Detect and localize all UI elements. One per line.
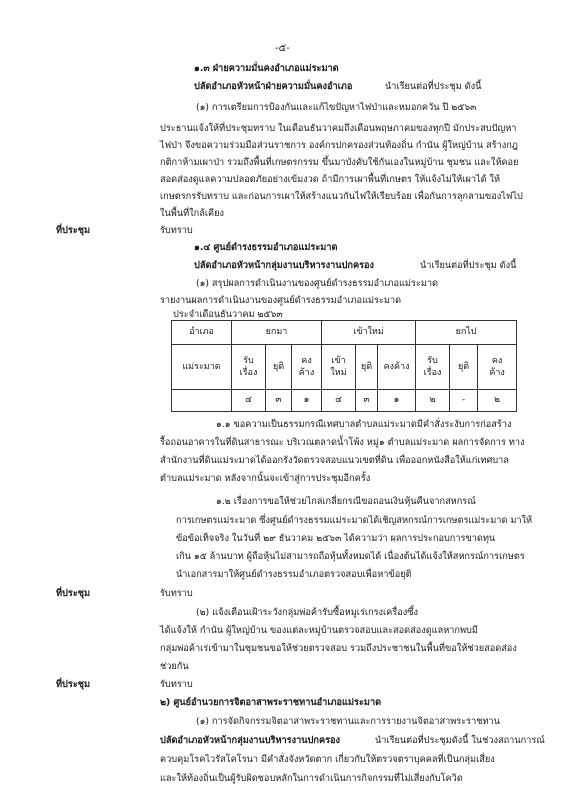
sub-new-pending: คงค้าง	[378, 345, 416, 390]
text-line-s13-heading: ๑.๓ ฝ่ายความมั่นคงอำเภอแม่ระมาด	[194, 63, 339, 74]
col-header-district: อำเภอ	[172, 321, 232, 345]
text-line-s14-presenter-tail: นำเรียนต่อที่ประชุม ดังนี้	[420, 260, 517, 271]
text-line-s2-presenter-tail: นำเรียนต่อที่ประชุมดังนี้ ในช่วงสถานการณ์	[375, 735, 545, 746]
val-carried-pending: ๑	[292, 390, 322, 412]
col-header-carried: ยกมา	[232, 321, 322, 345]
val-carried-received: ๔	[232, 390, 266, 412]
text-line-s11-p1: ๑.๑ ขอความเป็นธรรมกรณีเทศบาลตำบลแม่ระมาดมีคำสั่งระงับการก่อสร้าง	[216, 419, 512, 430]
sub-new-incoming: เข้า ใหม่	[322, 345, 356, 390]
text-line-s12-p2: การเกษตรแม่ระมาด ซึ่งศูนย์ดำรงธรรมแม่ระมาดได้เชิญสหกรณ์การเกษตรแม่ระมาด มาให้	[176, 515, 533, 526]
val-new-incoming: ๔	[322, 390, 356, 412]
text-line-mtg-ack-3: รับทราบ	[160, 679, 193, 690]
text-line-s12-p3: ข้อข้อเท็จจริง ในวันที่ ๒๙ ธันวาคม ๒๕๖๓ ได้ความว่า ผลการประกอบการขาดทุน	[176, 533, 496, 544]
val-new-closed: ๓	[356, 390, 378, 412]
sub-carried-pending: คง ค้าง	[292, 345, 322, 390]
text-line-s2-p2: ควบคุมโรคไวรัสโคโรนา มีคำสั่งจังหวัดตาก เกี่ยวกับให้ตรวจตราบุคคลที่เป็นกลุ่มเสี่ยง	[160, 754, 495, 765]
text-line-s2-presenter: ปลัดอำเภอหัวหน้ากลุ่มงานบริหารงานปกครอง	[160, 735, 341, 746]
val-forward-received: ๒	[416, 390, 450, 412]
text-line-s11-p4: ตำบลแม่ระมาด หลังจากนั้นจะเข้าสู่การประชุมอีกครั้ง	[160, 473, 371, 484]
text-line-mtg-ack-2: รับทราบ	[160, 588, 193, 599]
text-line-s14-month: ประจำเดือนธันวาคม ๒๕๖๓	[173, 309, 283, 320]
col-header-forward: ยกไป	[416, 321, 517, 345]
text-line-s2item-p2: ได้แจ้งให้ กำนัน ผู้ใหญ่บ้าน ของแต่ละหมู่บ้านตรวจสอบและสอดส่องดูแลหากพบมี	[160, 625, 478, 636]
text-line-s13-item1: (๑) การเตรียมการป้องกันและแก้ไขปัญหาไฟป่าและหมอกควัน ปี ๒๕๖๓	[196, 102, 477, 113]
text-line-s2item-p4: ช่วยกัน	[160, 661, 189, 672]
text-line-s11-p3: สำนักงานที่ดินแม่ระมาดได้ออกรังวัดตรวจสอบแนวเขตที่ดิน เพื่อออกหนังสือให้แก่เทศบาล	[160, 455, 509, 466]
text-line-s2-p3: และให้ท้องถิ่นเป็นผู้รับผิดชอบหลักในการดำเนินการกิจกรรมที่ไม่เสี่ยงกับโควิด	[160, 773, 463, 784]
text-line-mtg-label-1: ที่ประชุม	[56, 225, 91, 236]
sub-forward-pending: คง ค้าง	[478, 345, 517, 390]
sub-carried-closed: ยุติ	[266, 345, 292, 390]
text-line-s12-p1: ๑.๒ เรื่องการขอให้ช่วยไกล่เกลี่ยกรณีขอถอนเงินหุ้นคืนจากสหกรณ์	[216, 496, 476, 507]
val-carried-closed: ๓	[266, 390, 292, 412]
text-line-s13-p4: สอดส่องดูแลความปลอดภัยอย่างเข้มงวด ถ้ามีการเผาพื้นที่เกษตร ให้แจ้งไม่ให้เผาได้ ให้	[160, 174, 501, 185]
text-line-s14-report: รายงานผลการดำเนินงานของศูนย์ดำรงธรรมอำเภอแม่ระมาด	[160, 295, 402, 306]
complaint-stats-table	[171, 320, 517, 412]
text-line-mtg-label-2: ที่ประชุม	[56, 588, 91, 599]
text-line-s13-presenter-tail: นำเรียนต่อที่ประชุม ดังนี้	[385, 81, 482, 92]
text-line-s14-heading: ๑.๔ ศูนย์ดำรงธรรมอำเภอแม่ระมาด	[194, 242, 338, 253]
val-forward-closed: -	[450, 390, 478, 412]
text-line-s2-heading: ๒) ศูนย์อำนวยการจิตอาสาพระราชทานอำเภอแม่ระมาด	[160, 697, 382, 708]
sub-forward-received: รับ เรื่อง	[416, 345, 450, 390]
text-line-mtg-ack-1: รับทราบ	[160, 225, 193, 236]
sub-carried-received: รับ เรื่อง	[232, 345, 266, 390]
text-line-s14-item1: (๑) สรุปผลการดำเนินงานของศูนย์ดำรงธรรมอำเภอแม่ระมาด	[196, 278, 438, 289]
sub-forward-closed: ยุติ	[450, 345, 478, 390]
text-line-s13-presenter: ปลัดอำเภอหัวหน้าฝ่ายความมั่นคงอำเภอ	[194, 81, 353, 92]
text-line-s12-p4: เกิน ๑๕ ล้านบาท ผู้ถือหุ้นไม่สามารถถือหุ้นทั้งหมดได้ เนื่องต้นได้แจ้งให้สหกรณ์การเกษตร	[176, 551, 525, 562]
text-line-s13-p1: ประธานแจ้งให้ที่ประชุมทราบ ในเดือนธันวาคมถึงเดือนพฤษภาคมของทุกปี มักประสบปัญหา	[160, 123, 517, 134]
text-line-s12-p5: นำเอกสารมาให้ศูนย์ดำรงธรรมอำเภอตรวจสอบเพื่อหาข้อยุติ	[176, 569, 412, 580]
page-number: -๕-	[275, 43, 290, 54]
district-name: แม่ระมาด	[172, 345, 232, 390]
text-line-s13-p2: ไฟป่า จึงขอความร่วมมือส่วนราชการ องค์กรปกครองส่วนท้องถิ่น กำนัน ผู้ใหญ่บ้าน สร้างกฎ	[160, 140, 518, 151]
table-cell	[172, 390, 232, 412]
text-line-s11-p2: รื้อถอนอาคารในที่ดินสาธารณะ บริเวณตลาดน้ำโพ้ง หมู่๑ ตำบลแม่ระมาด ผลการจัดการ ทาง	[160, 437, 525, 448]
text-line-s2item-p1: (๒) แจ้งเตือนเฝ้าระวังกลุ่มพ่อค้ารับซื้อหมูเร่เกรงเครื่องซึ้ง	[196, 607, 418, 618]
text-line-s13-p3: กติกาห้ามเผาป่า รวมถึงพื้นที่เกษตรกรรม ขึ้นมาบังคับใช้กันเองในหมู่บ้าน ชุมชน และให้คอย	[160, 157, 519, 168]
text-line-s14-presenter: ปลัดอำเภอหัวหน้ากลุ่มงานบริหารงานปกครอง	[194, 260, 375, 271]
val-forward-pending: ๒	[478, 390, 517, 412]
col-header-new: เข้าใหม่	[322, 321, 416, 345]
sub-new-closed: ยุติ	[356, 345, 378, 390]
text-line-mtg-label-3: ที่ประชุม	[56, 679, 91, 690]
text-line-s13-p5: เกษตรกรรับทราบ และก่อนการเผาให้สร้างแนวกันไฟให้เรียบร้อย เพื่อกันการลุกลามของไฟไป	[160, 191, 523, 202]
text-line-s2-item1: (๑) การจัดกิจกรรมจิตอาสาพระราชทานและการรายงานจิตอาสาพระราชทาน	[196, 716, 500, 727]
text-line-s13-p6: ในพื้นที่ใกล้เคียง	[160, 208, 224, 219]
text-line-s2item-p3: กลุ่มพ่อค้าเร่เข้ามาในชุมชนขอให้ช่วยตรวจสอบ รวมถึงประชาชนในพื้นที่ขอให้ช่วยสอดส่อง	[160, 643, 517, 654]
val-new-pending: ๑	[378, 390, 416, 412]
